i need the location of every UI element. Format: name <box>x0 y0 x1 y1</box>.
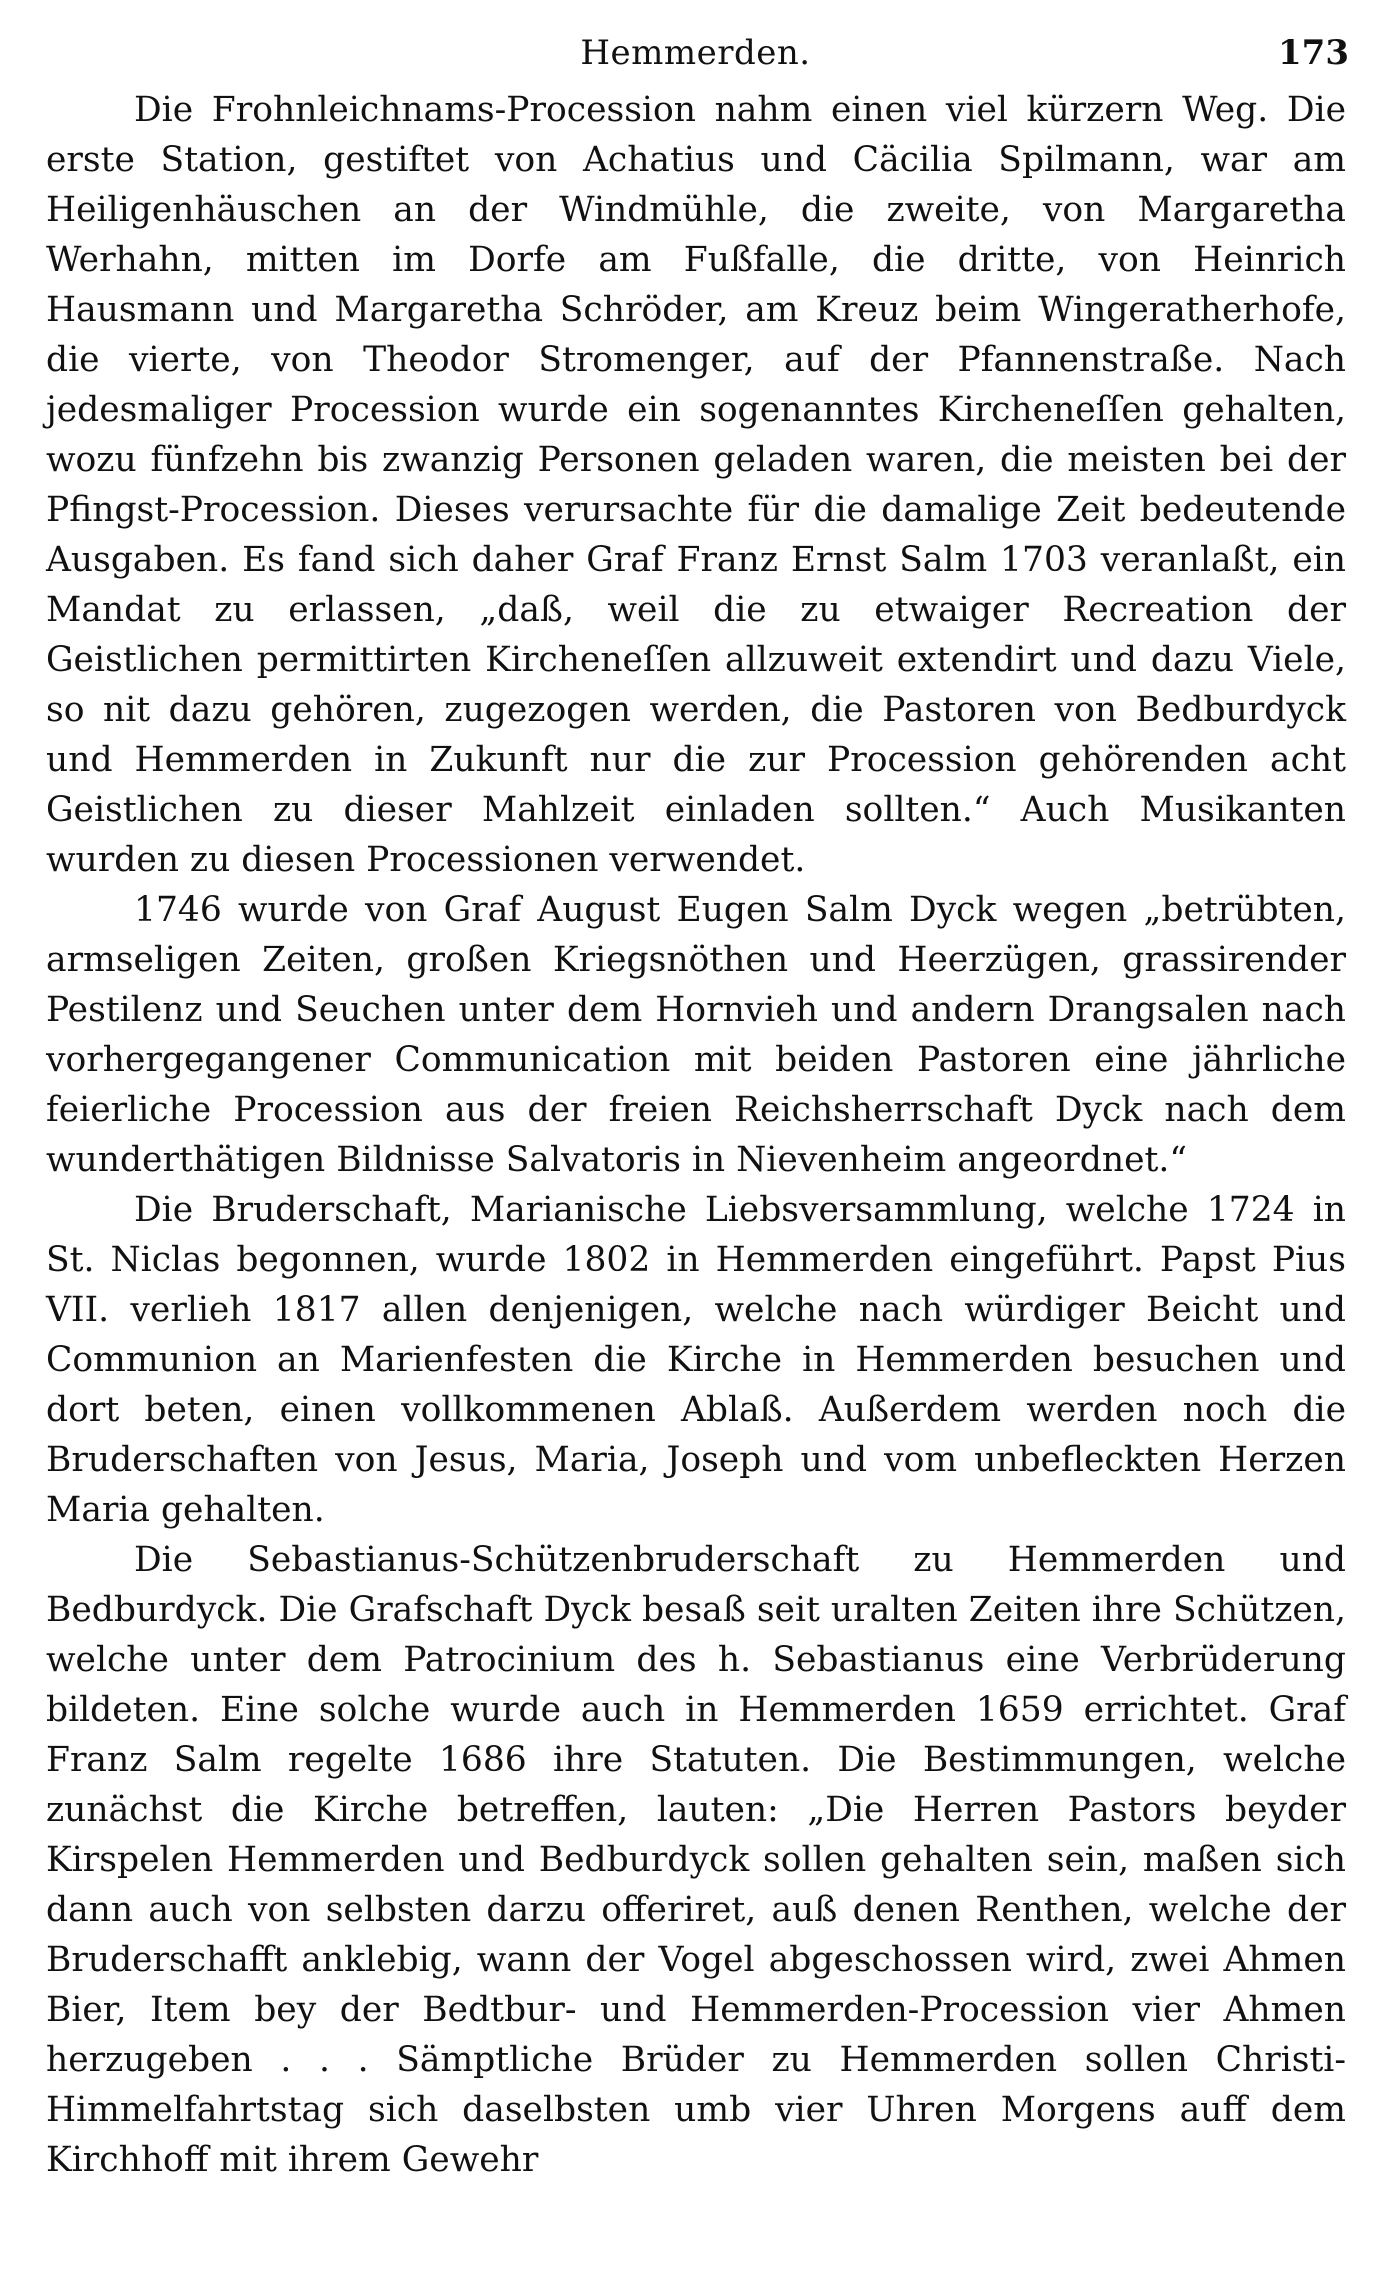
paragraph-procession: Die Frohnleichnams-Procession nahm einen viel kürzern Weg. Die erste Station, gestiftet von Achatius und Cäcilia Spilmann, war am Heiligenhäuschen an der Windmühle, die zweite, von Margaretha Werhahn, mitten im Dorfe am Fußfalle, die dritte, von Heinrich Hausmann und Margaretha Schröder, am Kreuz beim Wingeratherhofe, die vierte, von Theodor Stromenger, auf der Pfannenstraße. Nach jedesmaliger Procession wurde ein sogenanntes Kircheneſſen gehalten, wozu fünfzehn bis zwanzig Personen geladen waren, die meisten bei der Pfingst-Procession. Dieses verursachte für die damalige Zeit bedeutende Ausgaben. Es fand sich daher Graf Franz Ernst Salm 1703 veranlaßt, ein Mandat zu erlassen, „daß, weil die zu etwaiger Recreation der Geistlichen permittirten Kircheneſſen allzuweit extendirt und dazu Viele, so nit dazu gehören, zugezogen werden, die Pastoren von Bedburdyck und Hemmerden in Zukunft nur die zur Procession gehörenden acht Geistlichen zu dieser Mahlzeit einladen sollten.“ Auch Musikanten wurden zu diesen Processionen verwendet. <box>46 90 1346 880</box>
paragraph-brotherhood: Die Bruderschaft, Marianische Liebsversammlung, welche 1724 in St. Niclas begonnen, wurde 1802 in Hemmerden eingeführt. Papst Pius VII. verlieh 1817 allen denjenigen, welche nach würdiger Beicht und Communion an Marienfesten die Kirche in Hemmerden besuchen und dort beten, einen vollkommenen Ablaß. Außerdem werden noch die Bruderschaften von Jesus, Maria, Joseph und vom unbefleckten Herzen Maria gehalten. <box>46 1190 1346 1530</box>
running-head <box>0 28 1391 78</box>
paragraph-1746-procession: 1746 wurde von Graf August Eugen Salm Dyck wegen „betrübten, armseligen Zeiten, großen Kriegsnöthen und Heerzügen, grassirender Pestilenz und Seuchen unter dem Hornvieh und andern Drangsalen nach vorhergegangener Communication mit beiden Pastoren eine jährliche feierliche Procession aus der freien Reichsherrschaft Dyck nach dem wunderthätigen Bildnisse Salvatoris in Nievenheim angeordnet.“ <box>46 890 1346 1180</box>
body-text <box>46 85 1346 2185</box>
running-title: Hemmerden. <box>580 33 811 73</box>
page-number: 173 <box>1278 33 1349 73</box>
paragraph-sebastianus-guild: Die Sebastianus-Schützenbruderschaft zu Hemmerden und Bedburdyck. Die Grafschaft Dyck besaß seit uralten Zeiten ihre Schützen, welche unter dem Patrocinium des h. Sebastianus eine Verbrüderung bildeten. Eine solche wurde auch in Hemmerden 1659 errichtet. Graf Franz Salm regelte 1686 ihre Statuten. Die Bestimmungen, welche zunächst die Kirche betreffen, lauten: „Die Herren Pastors beyder Kirspelen Hemmerden und Bedburdyck sollen gehalten sein, maßen sich dann auch von selbsten darzu offeriret, auß denen Renthen, welche der Bruderschafft anklebig, wann der Vogel abgeschossen wird, zwei Ahmen Bier, Item bey der Bedtbur- und Hemmerden-Procession vier Ahmen herzugeben . . . Sämptliche Brüder zu Hemmerden sollen Christi-Himmelfahrtstag sich daselbsten umb vier Uhren Morgens auff dem Kirchhoff mit ihrem Gewehr <box>46 1540 1346 2180</box>
